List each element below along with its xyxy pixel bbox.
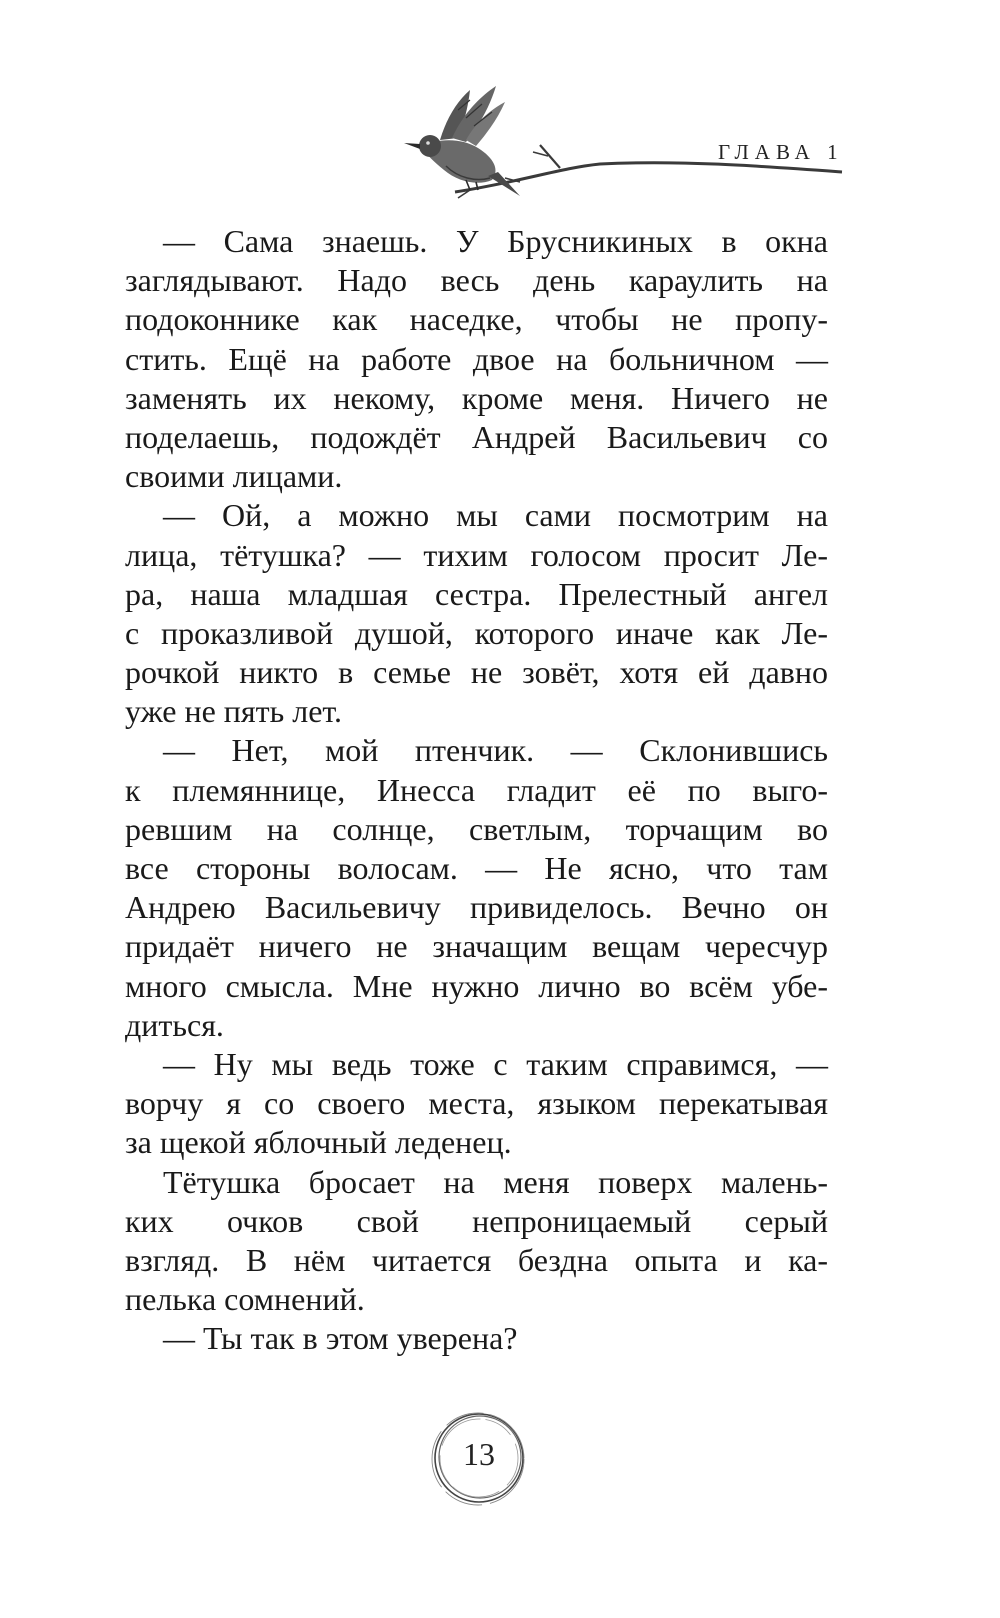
paragraph: [125, 1163, 828, 1320]
text-line: рочкой никто в семье не зовёт, хотя ей давно: [125, 654, 828, 691]
text-line: лица, тётушка? — тихим голосом просит Ле-: [125, 536, 828, 573]
paragraph: [125, 496, 828, 731]
text-line: — Ну мы ведь тоже с таким справимся, —: [163, 1045, 828, 1082]
text-line: заменять их некому, кроме меня. Ничего не: [125, 379, 828, 416]
text-line: ревшим на солнце, светлым, торчащим во: [125, 810, 828, 847]
text-line: — Нет, мой птенчик. — Склонившись: [163, 732, 828, 769]
text-line: заглядывают. Надо весь день караулить на: [125, 262, 828, 299]
text-line: — Ты так в этом уверена?: [163, 1320, 518, 1357]
text-line: диться.: [125, 1006, 224, 1043]
text-line: много смысла. Мне нужно лично во всём убе-: [125, 967, 828, 1004]
body-text: [125, 222, 828, 1358]
text-line: Андрею Васильевичу привиделось. Вечно он: [125, 889, 828, 926]
text-line: своими лицами.: [125, 458, 343, 495]
text-line: к племяннице, Инесса гладит её по выго-: [125, 771, 828, 808]
paragraph: [125, 1319, 828, 1358]
bird-on-branch-illustration: [0, 0, 1000, 220]
chapter-header: [0, 0, 1000, 220]
paragraph: [125, 1045, 828, 1163]
paragraph: [125, 222, 828, 496]
text-line: поделаешь, подождёт Андрей Васильевич со: [125, 418, 828, 455]
text-line: Тётушка бросает на меня поверх малень-: [163, 1163, 828, 1200]
chapter-label: ГЛАВА 1: [718, 140, 844, 164]
text-line: взгляд. В нём читается бездна опыта и ка-: [125, 1241, 828, 1278]
text-line: все стороны волосам. — Не ясно, что там: [125, 850, 828, 886]
text-line: придаёт ничего не значащим вещам чересчур: [125, 928, 828, 965]
text-line: ра, наша младшая сестра. Прелестный ангел: [125, 575, 828, 612]
text-line: стить. Ещё на работе двое на больничном —: [125, 340, 828, 377]
paragraph: [125, 731, 828, 1045]
text-line: за щекой яблочный леденец.: [125, 1124, 512, 1161]
text-line: — Сама знаешь. У Брусникиных в окна: [163, 223, 828, 259]
text-line: ворчу я со своего места, языком перекатывая: [125, 1085, 828, 1122]
text-line: подоконнике как наседке, чтобы не пропу-: [125, 301, 828, 338]
text-line: уже не пять лет.: [125, 693, 342, 730]
text-line: с проказливой душой, которого иначе как Ле-: [125, 614, 828, 651]
text-line: пелька сомнений.: [125, 1281, 365, 1318]
page-number-badge: [427, 1406, 531, 1510]
text-line: ких очков свой непроницаемый серый: [125, 1202, 828, 1239]
page-number: 13: [463, 1436, 495, 1472]
text-line: — Ой, а можно мы сами посмотрим на: [163, 497, 828, 534]
